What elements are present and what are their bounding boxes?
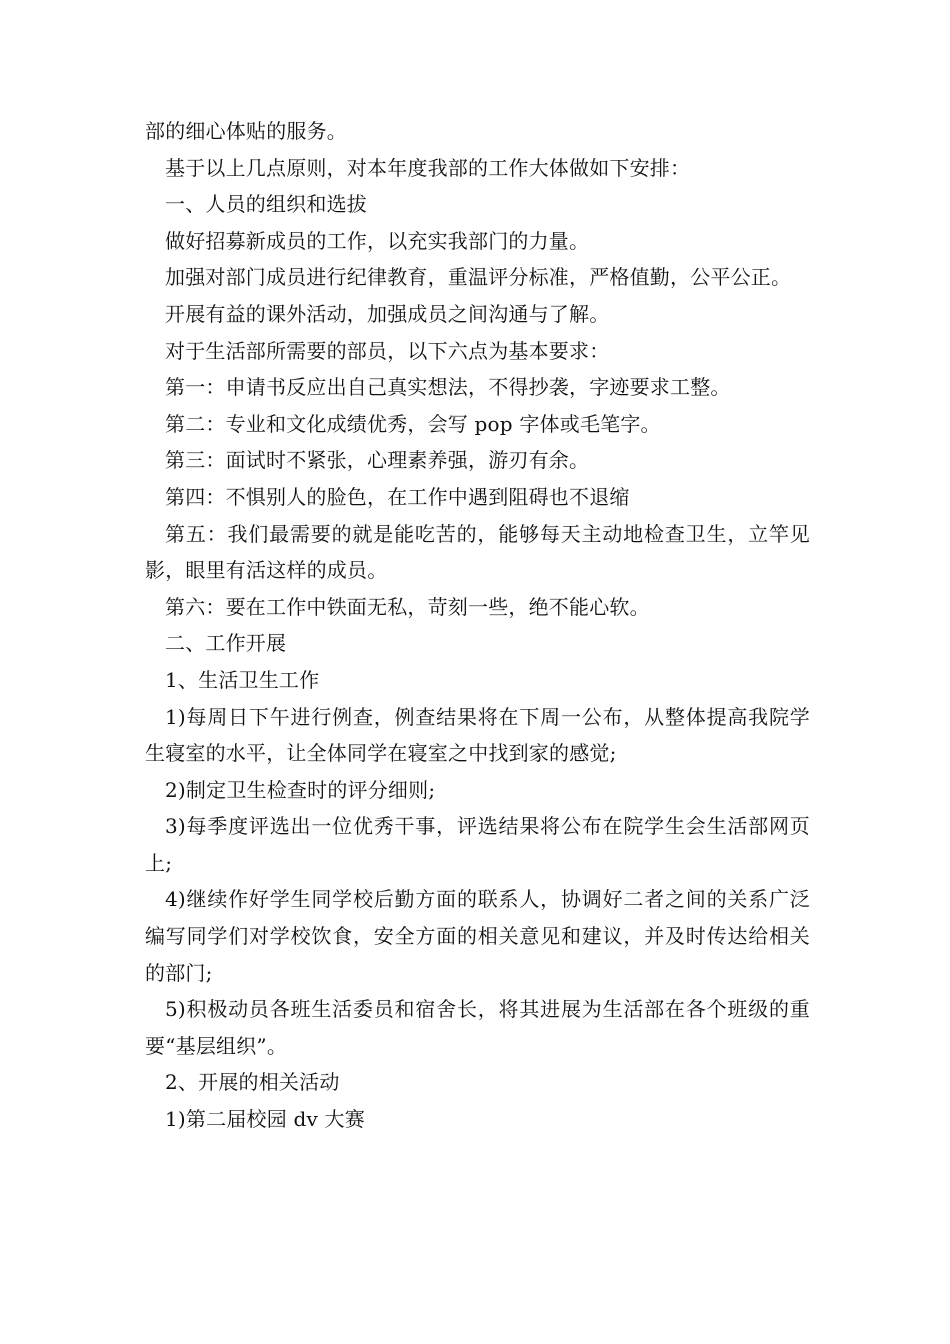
subsection-heading: 1、生活卫生工作 xyxy=(165,667,320,692)
requirement-item: 第四：不惧别人的脸色，在工作中遇到阻碍也不退缩 xyxy=(165,484,630,509)
paragraph: 部的细心体贴的服务。 xyxy=(145,119,347,143)
requirement-item: 第一：申请书反应出自己真实想法，不得抄袭，字迹要求工整。 xyxy=(165,375,731,400)
list-item: 1)每周日下午进行例查，例查结果将在下周一公布，从整体提高我院学生寝室的水平，让全体同学在寝室之中找到家的感觉; xyxy=(145,704,810,766)
section-heading: 一、人员的组织和选拔 xyxy=(165,192,367,217)
paragraph: 做好招募新成员的工作，以充实我部门的力量。 xyxy=(165,228,590,253)
document-body xyxy=(145,113,810,1138)
list-item: 2)制定卫生检查时的评分细则; xyxy=(165,777,436,802)
paragraph: 对于生活部所需要的部员，以下六点为基本要求： xyxy=(165,338,610,363)
requirement-item: 第三：面试时不紧张，心理素养强，游刃有余。 xyxy=(165,448,590,473)
list-item: 1)第二届校园 dv 大赛 xyxy=(165,1107,365,1132)
requirement-item: 第五：我们最需要的就是能吃苦的，能够每天主动地检查卫生，立竿见影，眼里有活这样的成员。 xyxy=(145,521,810,583)
requirement-item: 第二：专业和文化成绩优秀，会写 pop 字体或毛笔字。 xyxy=(165,411,661,436)
paragraph: 基于以上几点原则，对本年度我部的工作大体做如下安排： xyxy=(165,155,691,180)
section-heading: 二、工作开展 xyxy=(165,631,287,656)
list-item: 3)每季度评选出一位优秀干事，评选结果将公布在院学生会生活部网页上; xyxy=(145,814,810,875)
list-item: 5)积极动员各班生活委员和宿舍长，将其进展为生活部在各个班级的重要“基层组织”。 xyxy=(145,997,810,1058)
paragraph: 加强对部门成员进行纪律教育，重温评分标准，严格值勤，公平公正。 xyxy=(165,265,792,290)
requirement-item: 第六：要在工作中铁面无私，苛刻一些，绝不能心软。 xyxy=(165,594,650,619)
subsection-heading: 2、开展的相关活动 xyxy=(165,1070,340,1095)
paragraph: 开展有益的课外活动，加强成员之间沟通与了解。 xyxy=(165,301,610,326)
list-item: 4)继续作好学生同学校后勤方面的联系人，协调好二者之间的关系广泛编写同学们对学校饮食，安全方面的相关意见和建议，并及时传达给相关的部门; xyxy=(145,887,810,985)
